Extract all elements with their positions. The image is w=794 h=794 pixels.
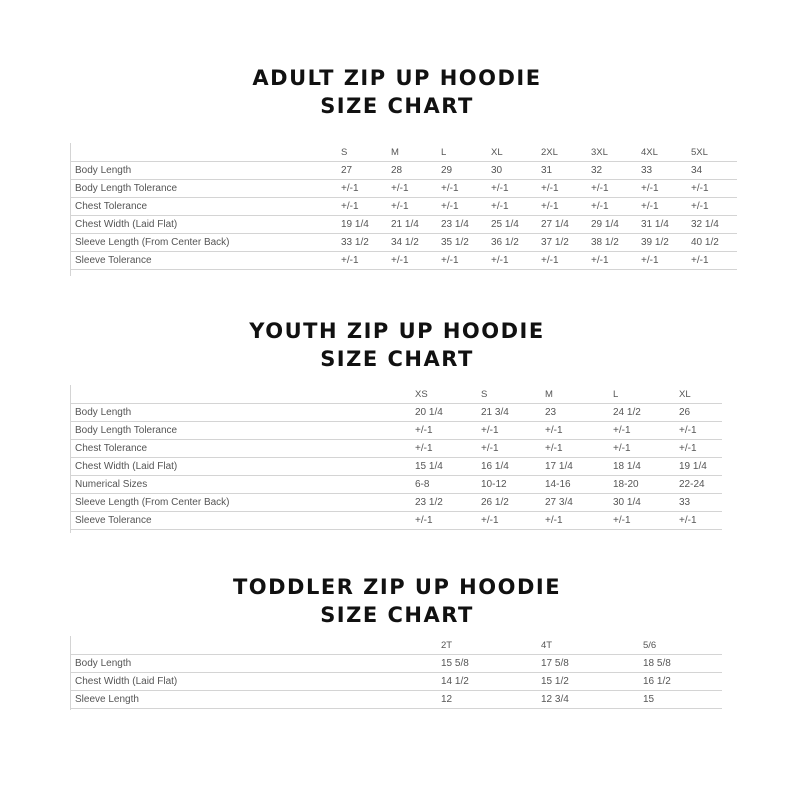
size-header-s: S <box>477 385 541 404</box>
table-row <box>71 691 722 709</box>
measurement-cell: +/-1 <box>675 422 722 440</box>
measurement-cell: 15 <box>639 691 722 709</box>
table-row <box>71 512 722 530</box>
toddler-title-line2: SIZE CHART <box>320 603 474 627</box>
table-row <box>71 180 737 198</box>
row-label: Sleeve Tolerance <box>71 252 337 270</box>
measurement-cell: 40 1/2 <box>687 234 737 252</box>
measurement-cell: +/-1 <box>537 180 587 198</box>
measurement-cell: 32 1/4 <box>687 216 737 234</box>
toddler-size-table <box>71 636 722 709</box>
measurement-cell: 27 1/4 <box>537 216 587 234</box>
measurement-cell: 23 1/4 <box>437 216 487 234</box>
measurement-cell: 23 <box>541 404 609 422</box>
measurement-cell: +/-1 <box>687 198 737 216</box>
measurement-cell: 16 1/4 <box>477 458 541 476</box>
measurement-cell: 12 3/4 <box>537 691 639 709</box>
row-label: Chest Tolerance <box>71 198 337 216</box>
measurement-cell: +/-1 <box>541 512 609 530</box>
measurement-cell: 30 <box>487 162 537 180</box>
measurement-cell: 18-20 <box>609 476 675 494</box>
row-label: Sleeve Length <box>71 691 437 709</box>
toddler-header-row <box>71 636 722 655</box>
measurement-cell: +/-1 <box>587 180 637 198</box>
adult-title <box>0 64 794 120</box>
measurement-cell: +/-1 <box>487 180 537 198</box>
size-header-l: L <box>609 385 675 404</box>
measurement-cell: 29 1/4 <box>587 216 637 234</box>
measurement-cell: +/-1 <box>387 198 437 216</box>
measurement-cell: 33 1/2 <box>337 234 387 252</box>
measurement-cell: +/-1 <box>477 422 541 440</box>
measurement-cell: 26 1/2 <box>477 494 541 512</box>
measurement-cell: 19 1/4 <box>337 216 387 234</box>
row-label: Sleeve Tolerance <box>71 512 411 530</box>
size-header-l: L <box>437 143 487 162</box>
measurement-cell: +/-1 <box>687 252 737 270</box>
row-label: Body Length <box>71 404 411 422</box>
youth-header-row <box>71 385 722 404</box>
measurement-cell: 33 <box>637 162 687 180</box>
size-header-m: M <box>387 143 437 162</box>
toddler-title-line1: TODDLER ZIP UP HOODIE <box>232 575 562 599</box>
measurement-cell: 36 1/2 <box>487 234 537 252</box>
size-header-56: 5/6 <box>639 636 722 655</box>
measurement-cell: 23 1/2 <box>411 494 477 512</box>
measurement-cell: 15 1/4 <box>411 458 477 476</box>
size-header-s: S <box>337 143 387 162</box>
youth-title-line2: SIZE CHART <box>320 347 474 371</box>
toddler-title <box>0 573 794 629</box>
header-corner-cell <box>71 385 411 404</box>
measurement-cell: 14-16 <box>541 476 609 494</box>
measurement-cell: 17 5/8 <box>537 655 639 673</box>
measurement-cell: 21 1/4 <box>387 216 437 234</box>
measurement-cell: +/-1 <box>411 422 477 440</box>
size-header-m: M <box>541 385 609 404</box>
measurement-cell: +/-1 <box>637 252 687 270</box>
measurement-cell: +/-1 <box>437 198 487 216</box>
measurement-cell: 31 <box>537 162 587 180</box>
table-row <box>71 440 722 458</box>
measurement-cell: 29 <box>437 162 487 180</box>
size-header-5xl: 5XL <box>687 143 737 162</box>
measurement-cell: 28 <box>387 162 437 180</box>
measurement-cell: 26 <box>675 404 722 422</box>
measurement-cell: 17 1/4 <box>541 458 609 476</box>
measurement-cell: 14 1/2 <box>437 673 537 691</box>
measurement-cell: +/-1 <box>337 198 387 216</box>
youth-title <box>0 317 794 373</box>
row-label: Body Length <box>71 655 437 673</box>
measurement-cell: 27 3/4 <box>541 494 609 512</box>
row-label: Chest Tolerance <box>71 440 411 458</box>
measurement-cell: 34 1/2 <box>387 234 437 252</box>
measurement-cell: +/-1 <box>637 198 687 216</box>
header-corner-cell <box>71 636 437 655</box>
measurement-cell: +/-1 <box>541 440 609 458</box>
row-label: Chest Width (Laid Flat) <box>71 673 437 691</box>
measurement-cell: +/-1 <box>587 198 637 216</box>
table-row <box>71 234 737 252</box>
adult-header-row <box>71 143 737 162</box>
measurement-cell: 24 1/2 <box>609 404 675 422</box>
measurement-cell: 20 1/4 <box>411 404 477 422</box>
table-row <box>71 404 722 422</box>
measurement-cell: +/-1 <box>411 440 477 458</box>
measurement-cell: 15 1/2 <box>537 673 639 691</box>
measurement-cell: +/-1 <box>541 422 609 440</box>
table-row <box>71 252 737 270</box>
header-corner-cell <box>71 143 337 162</box>
table-row <box>71 422 722 440</box>
youth-title-line1: YOUTH ZIP UP HOODIE <box>249 319 545 343</box>
adult-size-table <box>71 143 737 270</box>
size-header-xl: XL <box>675 385 722 404</box>
row-label: Chest Width (Laid Flat) <box>71 216 337 234</box>
measurement-cell: +/-1 <box>477 512 541 530</box>
measurement-cell: 32 <box>587 162 637 180</box>
measurement-cell: +/-1 <box>687 180 737 198</box>
measurement-cell: 19 1/4 <box>675 458 722 476</box>
size-header-4t: 4T <box>537 636 639 655</box>
table-row <box>71 162 737 180</box>
table-row <box>71 494 722 512</box>
measurement-cell: 25 1/4 <box>487 216 537 234</box>
measurement-cell: +/-1 <box>487 252 537 270</box>
size-header-xl: XL <box>487 143 537 162</box>
measurement-cell: 18 1/4 <box>609 458 675 476</box>
size-header-2t: 2T <box>437 636 537 655</box>
measurement-cell: 6-8 <box>411 476 477 494</box>
measurement-cell: +/-1 <box>537 198 587 216</box>
table-row <box>71 476 722 494</box>
measurement-cell: 16 1/2 <box>639 673 722 691</box>
measurement-cell: +/-1 <box>675 512 722 530</box>
measurement-cell: 37 1/2 <box>537 234 587 252</box>
measurement-cell: +/-1 <box>437 180 487 198</box>
table-row <box>71 655 722 673</box>
measurement-cell: +/-1 <box>437 252 487 270</box>
measurement-cell: +/-1 <box>487 198 537 216</box>
table-row <box>71 198 737 216</box>
row-label: Body Length Tolerance <box>71 422 411 440</box>
adult-title-line2: SIZE CHART <box>320 94 474 118</box>
measurement-cell: +/-1 <box>609 512 675 530</box>
measurement-cell: 39 1/2 <box>637 234 687 252</box>
size-header-4xl: 4XL <box>637 143 687 162</box>
measurement-cell: 31 1/4 <box>637 216 687 234</box>
measurement-cell: 30 1/4 <box>609 494 675 512</box>
row-label: Body Length <box>71 162 337 180</box>
youth-size-table <box>71 385 722 530</box>
row-label: Sleeve Length (From Center Back) <box>71 494 411 512</box>
measurement-cell: +/-1 <box>637 180 687 198</box>
measurement-cell: +/-1 <box>337 180 387 198</box>
measurement-cell: 10-12 <box>477 476 541 494</box>
measurement-cell: 27 <box>337 162 387 180</box>
measurement-cell: 35 1/2 <box>437 234 487 252</box>
measurement-cell: 33 <box>675 494 722 512</box>
table-row <box>71 673 722 691</box>
measurement-cell: +/-1 <box>337 252 387 270</box>
measurement-cell: +/-1 <box>609 422 675 440</box>
measurement-cell: 22-24 <box>675 476 722 494</box>
measurement-cell: 38 1/2 <box>587 234 637 252</box>
measurement-cell: 34 <box>687 162 737 180</box>
measurement-cell: 12 <box>437 691 537 709</box>
table-row <box>71 216 737 234</box>
row-label: Sleeve Length (From Center Back) <box>71 234 337 252</box>
measurement-cell: +/-1 <box>609 440 675 458</box>
size-header-2xl: 2XL <box>537 143 587 162</box>
measurement-cell: 15 5/8 <box>437 655 537 673</box>
table-row <box>71 458 722 476</box>
measurement-cell: +/-1 <box>387 252 437 270</box>
row-label: Numerical Sizes <box>71 476 411 494</box>
row-label: Chest Width (Laid Flat) <box>71 458 411 476</box>
measurement-cell: +/-1 <box>387 180 437 198</box>
measurement-cell: +/-1 <box>587 252 637 270</box>
measurement-cell: +/-1 <box>537 252 587 270</box>
size-header-3xl: 3XL <box>587 143 637 162</box>
measurement-cell: +/-1 <box>411 512 477 530</box>
size-header-xs: XS <box>411 385 477 404</box>
row-label: Body Length Tolerance <box>71 180 337 198</box>
measurement-cell: +/-1 <box>477 440 541 458</box>
adult-title-line1: ADULT ZIP UP HOODIE <box>252 66 542 90</box>
measurement-cell: 18 5/8 <box>639 655 722 673</box>
measurement-cell: +/-1 <box>675 440 722 458</box>
measurement-cell: 21 3/4 <box>477 404 541 422</box>
